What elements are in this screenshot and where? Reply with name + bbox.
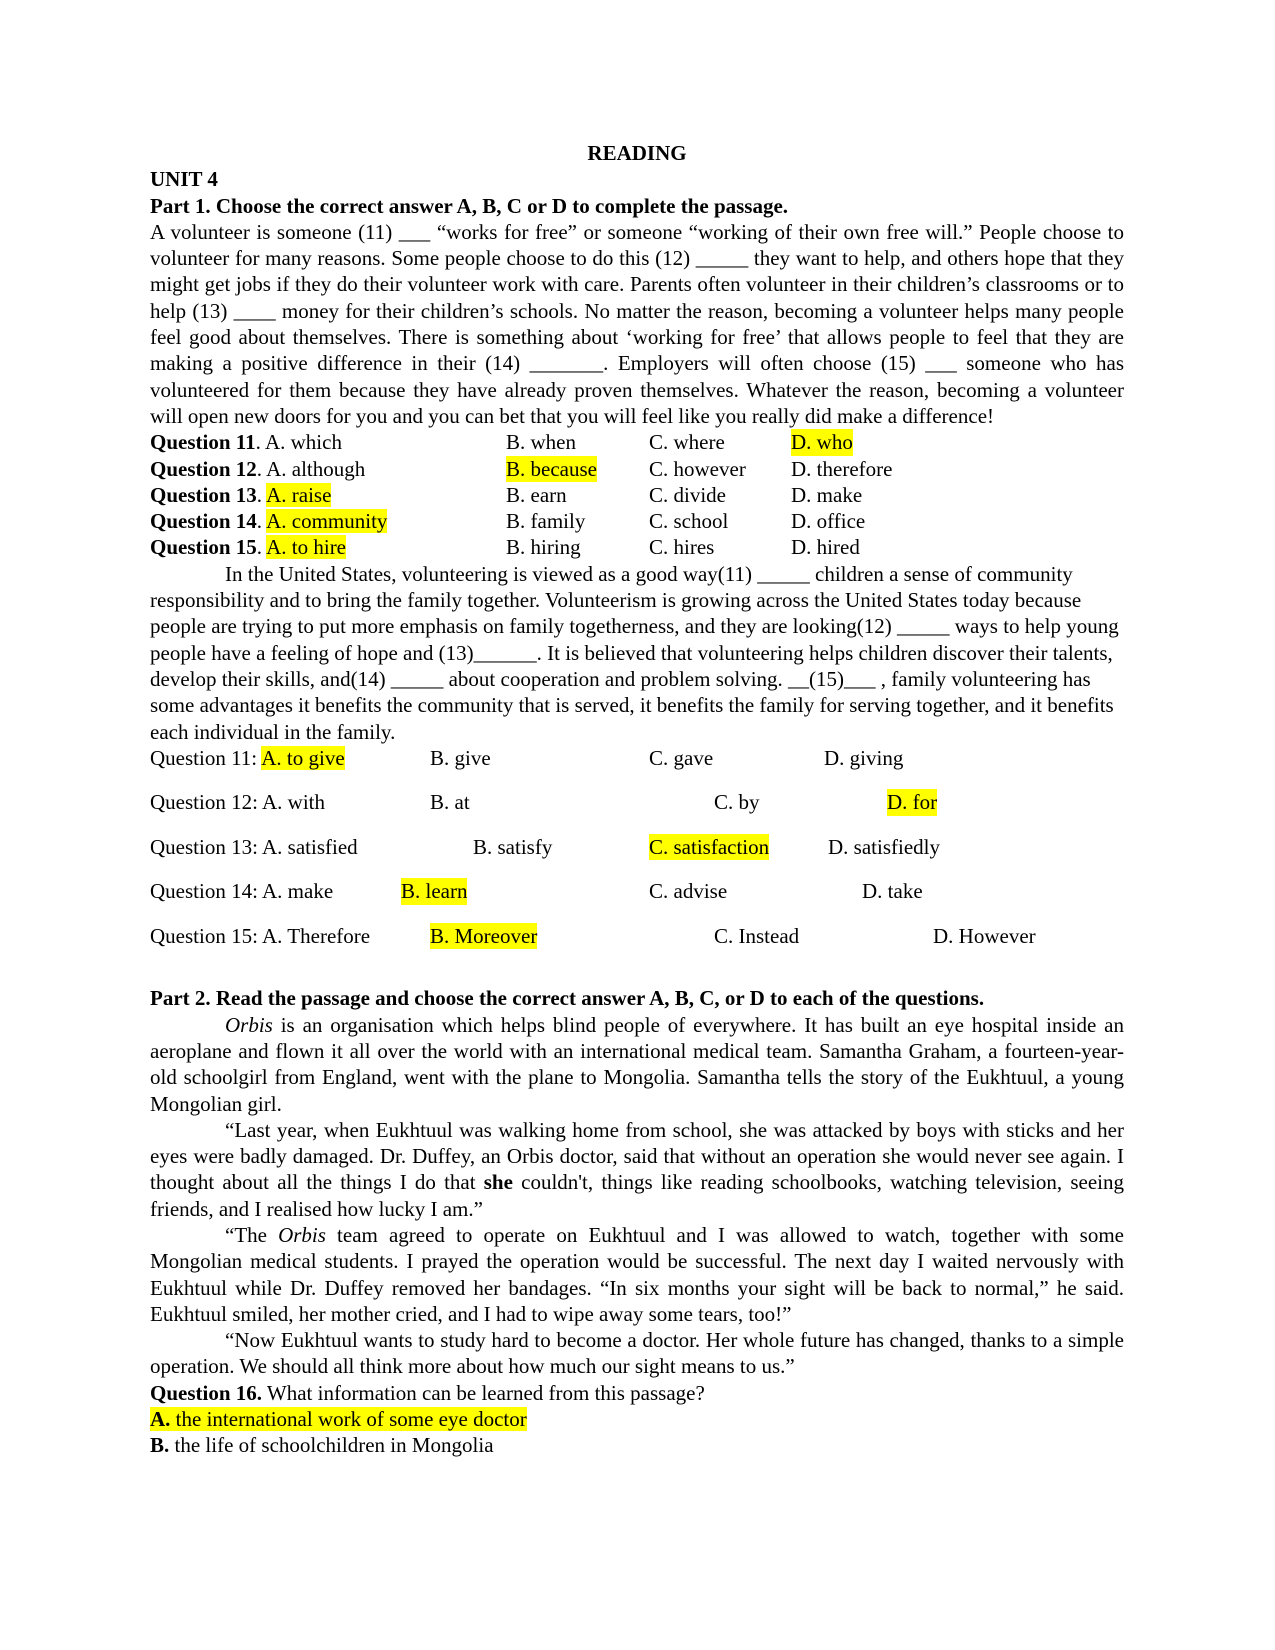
option-d: D. office (791, 509, 866, 534)
question-label: Question 12: (150, 790, 263, 815)
option-a: A. with (262, 790, 326, 815)
option-d: D. therefore (791, 456, 893, 481)
option-c: C. gave (649, 745, 714, 770)
part1-questions-b (150, 745, 1124, 968)
option-c: C. divide (649, 482, 726, 507)
option-b: B. give (430, 745, 491, 770)
question-label: Question 13: (150, 834, 263, 859)
part2-paragraph-3: “The Orbis team agreed to operate on Eukhtuul and I was allowed to watch, together with some Mongolian medical students. I prayed the operation would be successful. The next day I waited nervously with Eukhtuul while Dr. Duffey removed her bandages. “In six months your sight will be back to normal,” he said. Eukhtuul smiled, her mother cried, and I had to wipe away some tears, too!” (150, 1223, 1124, 1326)
question-label: Question 13 (150, 482, 257, 507)
option-d: D. hired (791, 535, 860, 560)
option-b: B. hiring (506, 535, 581, 560)
part1-questions-a (150, 429, 1124, 560)
option-c: C. by (714, 790, 760, 815)
option-c: C. Instead (714, 923, 800, 948)
option-c: C. hires (649, 535, 715, 560)
question-label: Question 12 (150, 456, 257, 481)
option-a-correct: A. raise (266, 482, 332, 507)
option-b: B. at (430, 790, 470, 815)
option-a-correct: A. community (266, 509, 388, 534)
part1-heading: Part 1. Choose the correct answer A, B, C or D to complete the passage. (150, 193, 789, 218)
part1-passage-b: In the United States, volunteering is viewed as a good way(11) _____ children a sense of community responsibility and to bring the family together. Volunteerism is growing across the United States today because people are trying to put more emphasis on family togetherness, and they are looking(12) _____ ways to help young people have a feeling of hope and (13)______. It is believed that volunteering helps children discover their talents, develop their skills, and(14) _____ about cooperation and problem solving. __(15)___ , family volunteering has some advantages it benefits the community that is served, it benefits the family for serving together, and it benefits each individual in the family. (150, 561, 1119, 744)
option-d: D. take (862, 879, 923, 904)
option-c: C. where (649, 430, 725, 455)
option-d: D. However (933, 923, 1036, 948)
option-b-correct: B. learn (401, 879, 468, 904)
option-a: A. although (266, 456, 366, 481)
option-c: C. advise (649, 879, 728, 904)
question-row (150, 789, 1124, 834)
question-16-option-b: B. the life of schoolchildren in Mongolia (150, 1433, 494, 1458)
question-label: Question 14 (150, 509, 257, 534)
option-c: C. school (649, 509, 729, 534)
option-b: B. when (506, 430, 576, 455)
page-title: READING (587, 141, 687, 165)
question-label: Question 14: (150, 879, 263, 904)
part2-heading: Part 2. Read the passage and choose the correct answer A, B, C, or D to each of the questions. (150, 986, 985, 1011)
question-label: Question 15: (150, 923, 263, 948)
question-16: Question 16. What information can be learned from this passage? (150, 1380, 705, 1405)
part1-passage-a: A volunteer is someone (11) ___ “works for free” or someone “working of their own free will.” People choose to volunteer for many reasons. Some people choose to do this (12) _____ they want to help, and others hope that they might get jobs if they do their volunteer work with care. Parents often volunteer in their children’s classrooms or to help (13) ____ money for their children’s schools. No matter the reason, becoming a volunteer helps many people feel good about themselves. There is something about ‘working for free’ that allows people to feel that they are making a positive difference in their (14) _______. Employers will often choose (15) ___ someone who has volunteered for them because they have already proven themselves. Whatever the reason, becoming a volunteer will open new doors for you and you can bet that you will feel like you really did make a difference! (150, 219, 1124, 428)
question-row: Question 15. A. to hire B. hiring C. hires D. hired (150, 535, 860, 560)
question-row: Question 14. A. community B. family C. school D. office (150, 509, 866, 534)
option-a: A. make (262, 879, 334, 904)
question-label: Question 11: (150, 745, 262, 770)
option-d-correct: D. for (887, 790, 938, 815)
option-a-correct: A. to hire (266, 535, 347, 560)
unit-heading: UNIT 4 (150, 167, 218, 192)
option-a: A. which (264, 430, 342, 455)
option-d-correct: D. who (791, 430, 853, 455)
question-row: Question 13. A. raise B. earn C. divide D. make (150, 482, 863, 507)
part2-paragraph-2: “Last year, when Eukhtuul was walking home from school, she was attacked by boys with sticks and her eyes were badly damaged. Dr. Duffey, an Orbis doctor, said that without an operation she would never see again. I thought about all the things I do that she couldn't, things like reading schoolbooks, watching television, seeing friends, and I realised how lucky I am.” (150, 1117, 1124, 1221)
option-d: D. giving (824, 745, 904, 770)
question-label: Question 11 (150, 430, 256, 455)
question-row (150, 878, 1124, 923)
option-b: B. family (506, 509, 586, 534)
question-row (150, 923, 1124, 968)
option-c-correct: C. satisfaction (649, 834, 770, 859)
option-b: B. earn (506, 482, 567, 507)
question-label: Question 15 (150, 535, 257, 560)
question-16-option-a-correct: A. the international work of some eye doctor (150, 1407, 527, 1432)
document-page (150, 140, 1124, 1459)
part2-paragraph-1: Orbis is an organisation which helps blind people of everywhere. It has built an eye hospital inside an aeroplane and flown it all over the world with an international medical team. Samantha Graham, a fourteen-year-old schoolgirl from England, went with the plane to Mongolia. Samantha tells the story of the Eukhtuul, a young Mongolian girl. (150, 1012, 1124, 1116)
option-d: D. satisfiedly (828, 834, 940, 859)
option-b-correct: B. because (506, 456, 597, 481)
part2-paragraph-4: “Now Eukhtuul wants to study hard to become a doctor. Her whole future has changed, thanks to a simple operation. We should all think more about how much our sight means to us.” (150, 1328, 1124, 1379)
option-a: A. Therefore (262, 923, 371, 948)
option-a: A. satisfied (262, 834, 358, 859)
question-row (150, 745, 1124, 790)
option-d: D. make (791, 482, 863, 507)
option-c: C. however (649, 456, 746, 481)
option-b-correct: B. Moreover (430, 923, 538, 948)
question-row: Question 12. A. although B. because C. however D. therefore (150, 456, 893, 481)
option-a-correct: A. to give (261, 745, 345, 770)
option-b: B. satisfy (473, 834, 553, 859)
question-row (150, 834, 1124, 879)
question-row: Question 11. A. which B. when C. where D. who (150, 430, 853, 455)
